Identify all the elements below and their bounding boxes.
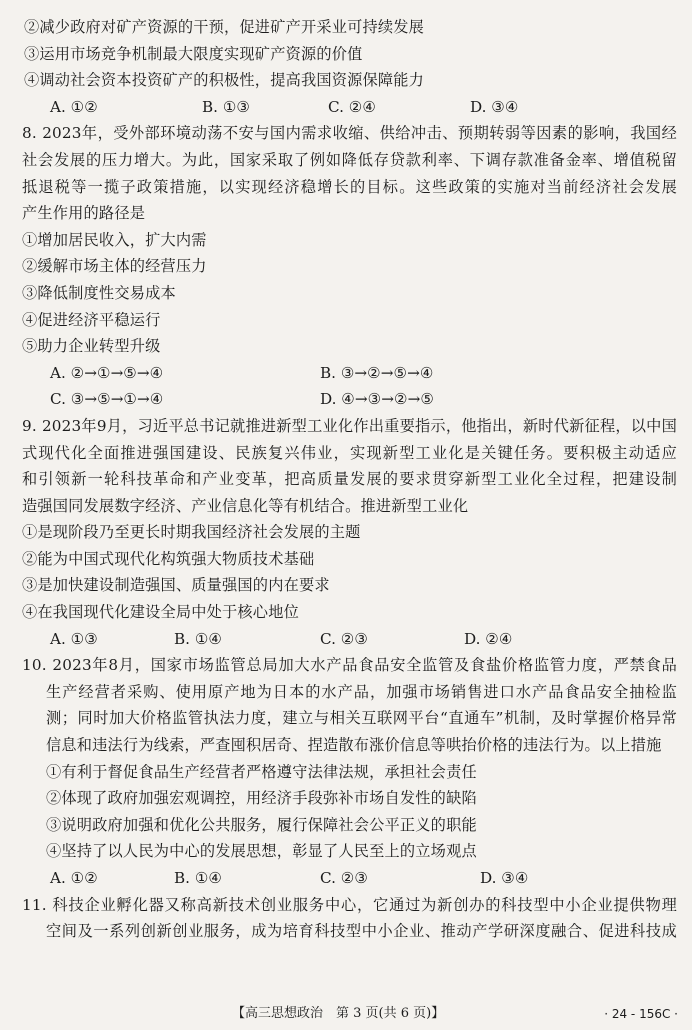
q9-choice-a: A. ①③ bbox=[50, 629, 98, 648]
q8-option-3: ③降低制度性交易成本 bbox=[22, 283, 176, 302]
q10-stem-line-3: 测；同时加大价格监管执法力度，建立与相关互联网平台“直通车”机制，及时掌握价格异常 bbox=[46, 709, 677, 728]
q10-choice-b: B. ①④ bbox=[174, 869, 223, 887]
q8-stem-line-1: 8. 2023年，受外部环境动荡不安与国内需求收缩、供给冲击、预期转弱等因素的影响，我国经 bbox=[22, 124, 677, 143]
q7-choice-a: A. ①② bbox=[50, 97, 98, 116]
footer-exam-code: · 24 - 156C · bbox=[604, 1007, 678, 1021]
q7-choice-b: B. ①③ bbox=[202, 97, 251, 116]
q9-option-3: ③是加快建设制造强国、质量强国的内在要求 bbox=[22, 576, 330, 595]
q10-stem-line-4: 信息和违法行为线索，严查囤积居奇、捏造散布涨价信息等哄抬价格的违法行为。以上措施 bbox=[46, 736, 662, 755]
q8-stem-line-3: 抵退税等一揽子政策措施，以实现经济稳增长的目标。这些政策的实施对当前经济社会发展 bbox=[22, 177, 677, 196]
q8-choice-c: C. ③→⑤→①→④ bbox=[50, 390, 164, 409]
q9-choice-d: D. ②④ bbox=[464, 629, 513, 648]
q9-choice-b: B. ①④ bbox=[174, 629, 223, 648]
q10-stem-line-2: 生产经营者采购、使用原产地为日本的水产品，加强市场销售进口水产品食品安全抽检监 bbox=[46, 682, 677, 701]
q9-choices bbox=[22, 626, 677, 653]
q7-choice-c: C. ②④ bbox=[328, 97, 376, 116]
q8-choices-row-2 bbox=[22, 386, 677, 413]
q8-stem-line-4: 产生作用的路径是 bbox=[22, 204, 146, 223]
q11-stem-line-1: 11. 科技企业孵化器又称高新技术创业服务中心，它通过为新创办的科技型中小企业提供物理 bbox=[22, 895, 677, 914]
exam-content bbox=[22, 14, 677, 945]
q8-choice-b: B. ③→②→⑤→④ bbox=[320, 363, 434, 382]
q7-choice-d: D. ③④ bbox=[470, 97, 519, 116]
footer-page-info: 【高三思想政治 第 3 页(共 6 页)】 bbox=[232, 1006, 445, 1021]
q10-choice-d: D. ③④ bbox=[480, 869, 529, 887]
q8-choices-row-1 bbox=[22, 360, 677, 387]
q10-option-4: ④坚持了以人民为中心的发展思想，彰显了人民至上的立场观点 bbox=[46, 842, 477, 861]
q9-choice-c: C. ②③ bbox=[320, 629, 368, 648]
q9-option-1: ①是现阶段乃至更长时期我国经济社会发展的主题 bbox=[22, 523, 361, 542]
q10-option-1: ①有利于督促食品生产经营者严格遵守法律法规，承担社会责任 bbox=[46, 762, 477, 781]
q10-choice-a: A. ①② bbox=[50, 869, 98, 887]
q7-option-4: ④调动社会资本投资矿产的积极性，提高我国资源保障能力 bbox=[24, 71, 425, 90]
q10-option-3: ③说明政府加强和优化公共服务，履行保障社会公平正义的职能 bbox=[46, 815, 477, 834]
q9-stem-line-4: 造强国同发展数字经济、产业信息化等有机结合。推进新型工业化 bbox=[22, 496, 469, 515]
q9-option-4: ④在我国现代化建设全局中处于核心地位 bbox=[22, 603, 299, 622]
q8-option-4: ④促进经济平稳运行 bbox=[22, 310, 161, 329]
q8-choice-d: D. ④→③→②→⑤ bbox=[320, 390, 434, 409]
q9-stem-line-3: 和引领新一轮科技革命和产业变革，把高质量发展的要求贯穿新型工业化全过程，把建设制 bbox=[22, 470, 677, 489]
q7-option-3: ③运用市场竞争机制最大限度实现矿产资源的价值 bbox=[24, 44, 363, 63]
q10-choice-c: C. ②③ bbox=[320, 869, 368, 887]
q9-stem-line-2: 式现代化全面推进强国建设、民族复兴伟业，实现新型工业化是关键任务。要积极主动适应 bbox=[22, 443, 677, 462]
q8-option-2: ②缓解市场主体的经营压力 bbox=[22, 257, 207, 276]
q11-stem-line-2: 空间及一系列创新创业服务，成为培育科技型中小企业、推动产学研深度融合、促进科技成 bbox=[46, 922, 677, 941]
page-footer bbox=[0, 1003, 692, 1025]
q8-choice-a: A. ②→①→⑤→④ bbox=[50, 363, 164, 382]
q7-option-2: ②减少政府对矿产资源的干预，促进矿产开采业可持续发展 bbox=[24, 18, 425, 36]
q10-choices bbox=[22, 865, 677, 892]
q10-option-2: ②体现了政府加强宏观调控，用经济手段弥补市场自发性的缺陷 bbox=[46, 789, 477, 808]
q9-stem-line-1: 9. 2023年9月，习近平总书记就推进新型工业化作出重要指示，他指出，新时代新征程，以中国 bbox=[22, 416, 677, 435]
q8-stem-line-2: 社会发展的压力增大。为此，国家采取了例如降低存贷款利率、下调存款准备金率、增值税留 bbox=[22, 150, 677, 169]
q8-option-5: ⑤助力企业转型升级 bbox=[22, 337, 161, 356]
q9-option-2: ②能为中国式现代化构筑强大物质技术基础 bbox=[22, 549, 315, 568]
q10-stem-line-1: 10. 2023年8月，国家市场监管总局加大水产品食品安全监管及食盐价格监管力度，严禁食品 bbox=[22, 656, 677, 675]
q7-choices bbox=[22, 94, 677, 121]
q8-option-1: ①增加居民收入，扩大内需 bbox=[22, 230, 207, 249]
